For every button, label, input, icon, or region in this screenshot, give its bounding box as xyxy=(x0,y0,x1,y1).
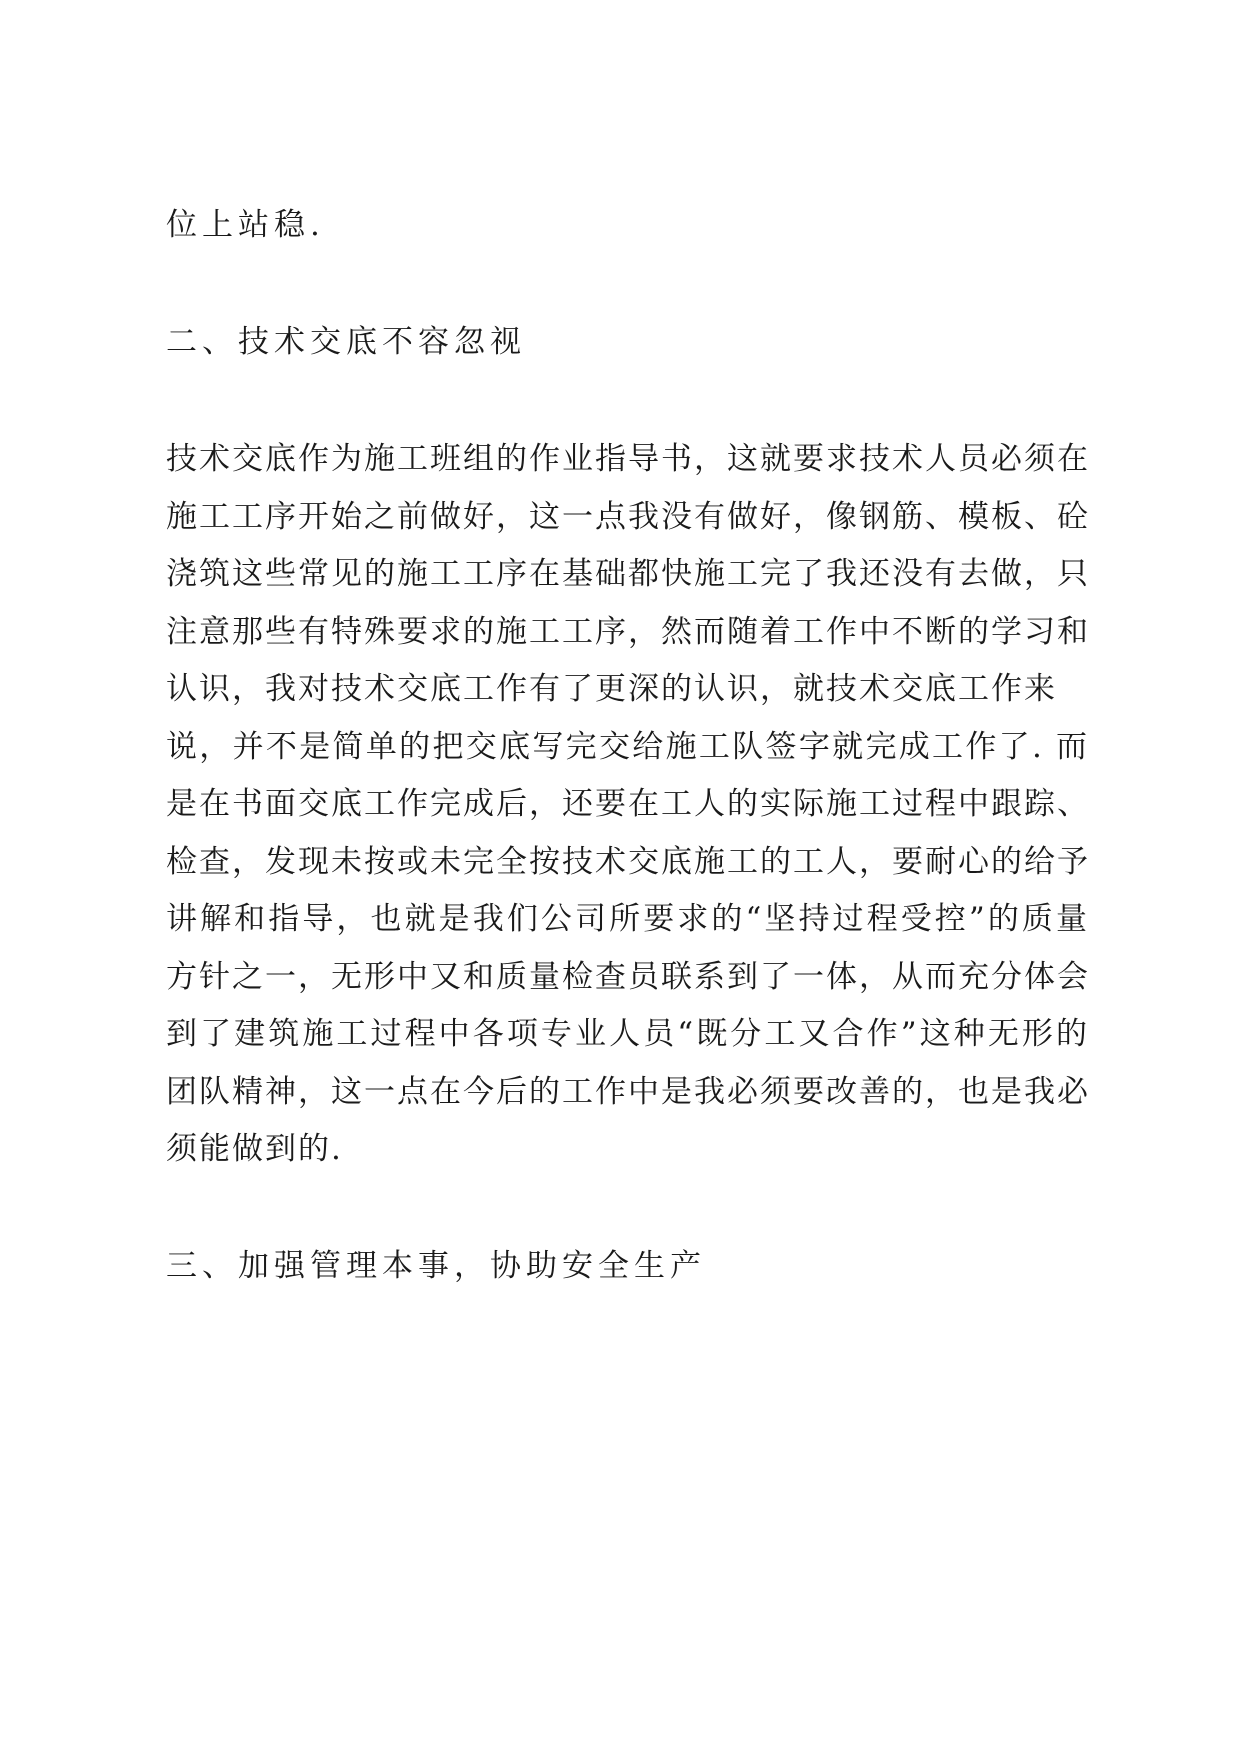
paragraph-line: 检查，发现未按或未完全按技术交底施工的工人，要耐心的给予 xyxy=(166,844,1090,880)
opening-line: 位上站稳. xyxy=(166,207,325,243)
paragraph-line: 说，并不是简单的把交底写完交给施工队签字就完成工作了. 而 xyxy=(166,729,1089,765)
paragraph-line: 施工工序开始之前做好，这一点我没有做好，像钢筋、模板、砼 xyxy=(166,499,1090,535)
paragraph-line: 方针之一，无形中又和质量检查员联系到了一体，从而充分体会 xyxy=(166,959,1090,995)
paragraph-line: 到了建筑施工过程中各项专业人员“既分工又合作”这种无形的 xyxy=(166,1016,1089,1052)
paragraph-line: 须能做到的. xyxy=(166,1131,343,1167)
paragraph-line: 讲解和指导，也就是我们公司所要求的“坚持过程受控”的质量 xyxy=(166,901,1089,937)
paragraph-line: 注意那些有特殊要求的施工工序，然而随着工作中不断的学习和 xyxy=(166,614,1090,650)
paragraph-line: 团队精神，这一点在今后的工作中是我必须要改善的，也是我必 xyxy=(166,1074,1090,1110)
paragraph-line: 技术交底作为施工班组的作业指导书，这就要求技术人员必须在 xyxy=(166,441,1090,477)
section-2-heading: 二、技术交底不容忽视 xyxy=(166,324,526,360)
paragraph-line: 浇筑这些常见的施工工序在基础都快施工完了我还没有去做，只 xyxy=(166,556,1090,592)
section-3-heading: 三、加强管理本事，协助安全生产 xyxy=(166,1248,706,1284)
paragraph-line: 认识，我对技术交底工作有了更深的认识，就技术交底工作来 xyxy=(166,671,1057,707)
paragraph-line: 是在书面交底工作完成后，还要在工人的实际施工过程中跟踪、 xyxy=(166,786,1090,822)
